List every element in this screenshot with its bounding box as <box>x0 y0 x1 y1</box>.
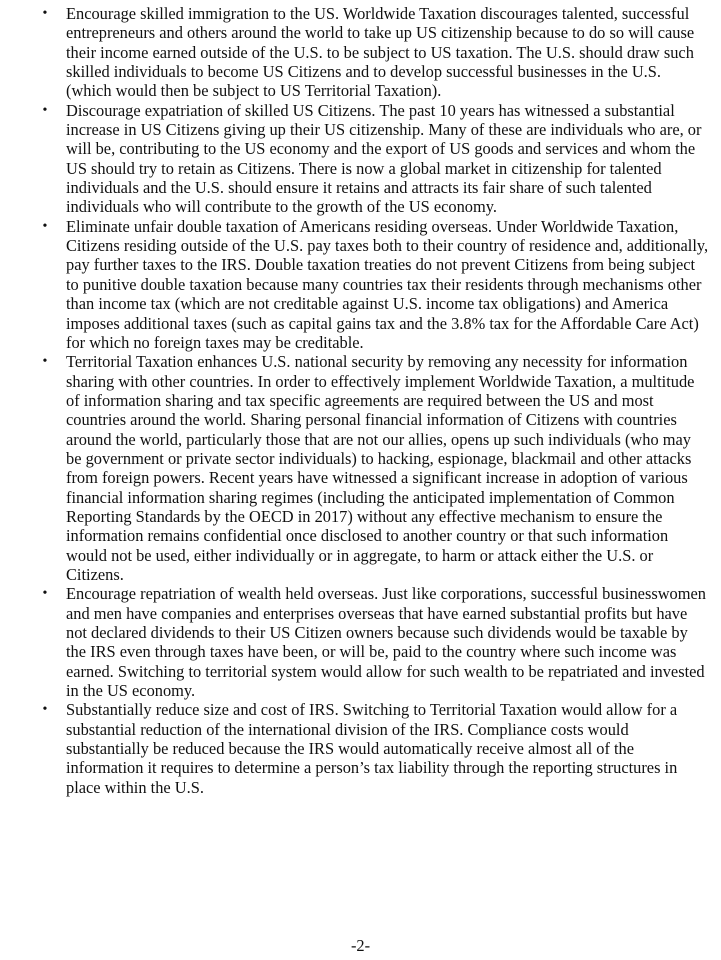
bullet-item-national-security <box>38 352 710 584</box>
bullet-text: Discourage expatriation of skilled US Citizens. The past 10 years has witnessed a substantial increase in US Citizens giving up their US citizenship. Many of these are individuals who are, or will be, contributing to the US economy and the export of US goods and services and whom the US should try to retain as Citizens. There is now a global market in citizenship for talented individuals and the U.S. should ensure it retains and attracts its fair share of such talented individuals who will contribute to the growth of the US economy. <box>66 100 702 217</box>
bullet-icon: • <box>42 354 48 370</box>
bullet-text: Encourage repatriation of wealth held overseas. Just like corporations, successful businesswomen and men have companies and enterprises overseas that have earned substantial profits but have not declared dividends to their US Citizen owners because such dividends would be taxable by the IRS even through taxes have been, or will be, paid to the country where such income was earned. Switching to territorial system would allow for such wealth to be repatriated and invested in the US economy. <box>66 584 706 701</box>
bullet-icon: • <box>42 702 48 718</box>
bullet-item-skilled-immigration <box>38 4 710 101</box>
page-number: -2- <box>350 936 371 955</box>
bullet-text: Territorial Taxation enhances U.S. national security by removing any necessity for information sharing with other countries. In order to effectively implement Worldwide Taxation, a multitude of information sharing and tax specific agreements are required between the US and most countries around the world. Sharing personal financial information of Citizens with countries around the world, particularly those that are not our allies, opens up such individuals (who may be government or private sector individuals) to hacking, espionage, blackmail and other attacks from foreign powers. Recent years have witnessed a significant increase in adoption of various financial information sharing regimes (including the anticipated implementation of Common Reporting Standards by the OECD in 2017) without any effective mechanism to ensure the information remains confidential once disclosed to another country or that such information would not be used, either individually or in aggregate, to harm or attack either the U.S. or Citizens. <box>66 352 695 584</box>
bullet-item-repatriation-of-wealth <box>38 584 710 700</box>
bullet-icon: • <box>42 218 48 234</box>
bullet-icon: • <box>42 586 48 602</box>
bullet-item-double-taxation <box>38 217 710 352</box>
bullet-text: Substantially reduce size and cost of IRS. Switching to Territorial Taxation would allow for a substantial reduction of the international division of the IRS. Compliance costs would substantially be reduced because the IRS would automatically receive almost all of the information it requires to determine a person’s tax liability through the reporting structures in place within the U.S. <box>66 700 678 797</box>
bullet-icon: • <box>42 102 48 118</box>
bullet-item-reduce-irs <box>38 700 710 797</box>
bullet-list <box>38 4 710 797</box>
bullet-text: Eliminate unfair double taxation of Americans residing overseas. Under Worldwide Taxation, Citizens residing outside of the U.S. pay taxes both to their country of residence and, additionally, pay further taxes to the IRS. Double taxation treaties do not prevent Citizens from being subject to punitive double taxation because many countries tax their residents through mechanisms other than income tax (which are not creditable against U.S. income tax obligations) and America imposes additional taxes (such as capital gains tax and the 3.8% tax for the Affordable Care Act) for which no foreign taxes may be creditable. <box>66 216 709 352</box>
bullet-text: Encourage skilled immigration to the US. Worldwide Taxation discourages talented, successful entrepreneurs and others around the world to take up US citizenship because to do so will cause their income earned outside of the U.S. to be subject to US taxation. The U.S. should draw such skilled individuals to become US Citizens and to develop successful businesses in the U.S. (which would then be subject to US Territorial Taxation). <box>66 4 695 101</box>
bullet-item-discourage-expatriation <box>38 101 710 217</box>
bullet-icon: • <box>42 6 48 21</box>
